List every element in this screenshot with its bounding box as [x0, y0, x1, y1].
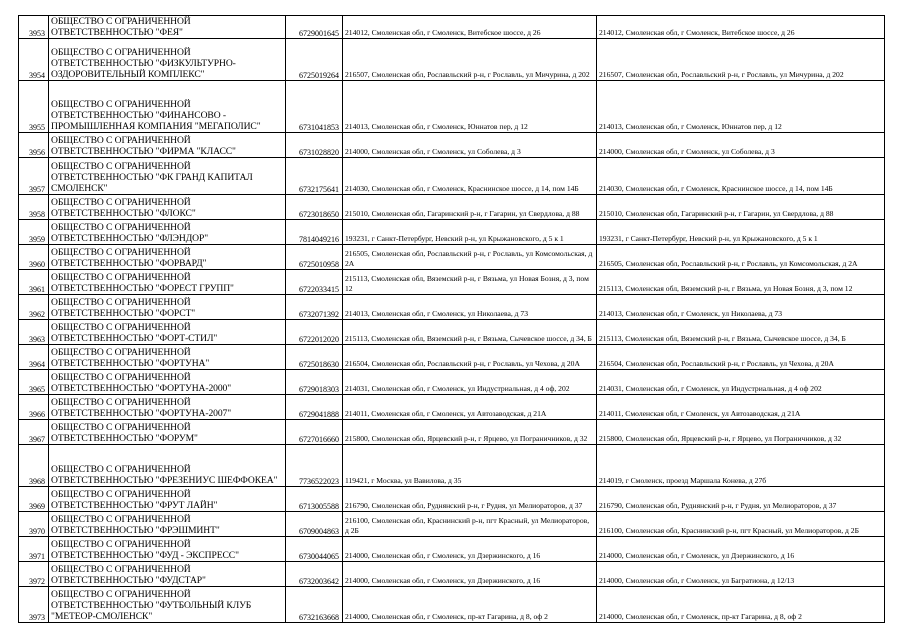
- row-number: 3973: [19, 587, 49, 623]
- legal-address: 214000, Смоленская обл, г Смоленск, ул Соболева, д 3: [343, 133, 597, 158]
- company-name: ОБЩЕСТВО С ОГРАНИЧЕННОЙ ОТВЕТСТВЕННОСТЬЮ "ФОРТУНА-2007": [49, 395, 286, 420]
- legal-address: 214031, Смоленская обл, г Смоленск, ул Индустриальная, д 4 оф, 202: [343, 370, 597, 395]
- actual-address: 214000, Смоленская обл, г Смоленск, пр-кт Гагарина, д 8, оф 2: [597, 587, 885, 623]
- registry-table: [18, 15, 885, 623]
- legal-address: 119421, г Москва, ул Вавилова, д 35: [343, 445, 597, 487]
- company-name: ОБЩЕСТВО С ОГРАНИЧЕННОЙ ОТВЕТСТВЕННОСТЬЮ "ФИЗКУЛЬТУРНО-ОЗДОРОВИТЕЛЬНЫЙ КОМПЛЕКС": [49, 39, 286, 81]
- legal-address: 214012, Смоленская обл, г Смоленск, Витебское шоссе, д 26: [343, 16, 597, 39]
- company-name: ОБЩЕСТВО С ОГРАНИЧЕННОЙ ОТВЕТСТВЕННОСТЬЮ "ФРУТ ЛАЙН": [49, 487, 286, 512]
- company-name: ОБЩЕСТВО С ОГРАНИЧЕННОЙ ОТВЕТСТВЕННОСТЬЮ "ФИНАНСОВО - ПРОМЫШЛЕННАЯ КОМПАНИЯ "МЕГАПОЛИС": [49, 81, 286, 133]
- company-inn: 6723018650: [286, 195, 343, 220]
- actual-address: 214000, Смоленская обл, г Смоленск, ул Дзержинского, д 16: [597, 537, 885, 562]
- actual-address: 215113, Смоленская обл, Вяземский р-н, г Вязьма, Сычевское шоссе, д 34, Б: [597, 320, 885, 345]
- company-name: ОБЩЕСТВО С ОГРАНИЧЕННОЙ ОТВЕТСТВЕННОСТЬЮ "ФЛОКС": [49, 195, 286, 220]
- row-number: 3963: [19, 320, 49, 345]
- row-number: 3960: [19, 245, 49, 270]
- company-name: ОБЩЕСТВО С ОГРАНИЧЕННОЙ ОТВЕТСТВЕННОСТЬЮ "ФЛЭНДОР": [49, 220, 286, 245]
- company-inn: 6725019264: [286, 39, 343, 81]
- company-inn: 6731041853: [286, 81, 343, 133]
- table-row: [19, 395, 885, 420]
- actual-address: 214030, Смоленская обл, г Смоленск, Краснинское шоссе, д 14, пом 14Б: [597, 158, 885, 195]
- table-row: [19, 320, 885, 345]
- actual-address: 215800, Смоленская обл, Ярцевский р-н, г Ярцево, ул Пограничников, д 32: [597, 420, 885, 445]
- row-number: 3958: [19, 195, 49, 220]
- actual-address: 214000, Смоленская обл, г Смоленск, ул Соболева, д 3: [597, 133, 885, 158]
- company-inn: 6732071392: [286, 295, 343, 320]
- legal-address: 214011, Смоленская обл, г Смоленск, ул Автозаводская, д 21А: [343, 395, 597, 420]
- row-number: 3957: [19, 158, 49, 195]
- company-inn: 7736522023: [286, 445, 343, 487]
- legal-address: 215010, Смоленская обл, Гагаринский р-н, г Гагарин, ул Свердлова, д 88: [343, 195, 597, 220]
- company-inn: 6729041888: [286, 395, 343, 420]
- legal-address: 215113, Смоленская обл, Вяземский р-н, г Вязьма, Сычевское шоссе, д 34, Б: [343, 320, 597, 345]
- actual-address: 215113, Смоленская обл, Вяземский р-н, г Вязьма, ул Новая Бозня, д 3, пом 12: [597, 270, 885, 295]
- company-name: ОБЩЕСТВО С ОГРАНИЧЕННОЙ ОТВЕТСТВЕННОСТЬЮ "ФУТБОЛЬНЫЙ КЛУБ "МЕТЕОР-СМОЛЕНСК": [49, 587, 286, 623]
- table-row: [19, 562, 885, 587]
- table-row: [19, 81, 885, 133]
- legal-address: 214013, Смоленская обл, г Смоленск, ул Николаева, д 73: [343, 295, 597, 320]
- company-name: ОБЩЕСТВО С ОГРАНИЧЕННОЙ ОТВЕТСТВЕННОСТЬЮ "ФОРВАРД": [49, 245, 286, 270]
- row-number: 3956: [19, 133, 49, 158]
- legal-address: 193231, г Санкт-Петербург, Невский р-н, ул Крыжановского, д 5 к 1: [343, 220, 597, 245]
- company-inn: 6722012020: [286, 320, 343, 345]
- table-row: [19, 158, 885, 195]
- table-row: [19, 270, 885, 295]
- company-name: ОБЩЕСТВО С ОГРАНИЧЕННОЙ ОТВЕТСТВЕННОСТЬЮ "ФК ГРАНД КАПИТАЛ СМОЛЕНСК": [49, 158, 286, 195]
- row-number: 3954: [19, 39, 49, 81]
- actual-address: 216505, Смоленская обл, Рославльский р-н, г Рославль, ул Комсомольская, д 2А: [597, 245, 885, 270]
- legal-address: 216505, Смоленская обл, Рославльский р-н, г Рославль, ул Комсомольская, д 2А: [343, 245, 597, 270]
- legal-address: 214000, Смоленская обл, г Смоленск, пр-кт Гагарина, д 8, оф 2: [343, 587, 597, 623]
- company-name: ОБЩЕСТВО С ОГРАНИЧЕННОЙ ОТВЕТСТВЕННОСТЬЮ "ФОРТ-СТИЛ": [49, 320, 286, 345]
- actual-address: 214000, Смоленская обл, г Смоленск, ул Багратиона, д 12/13: [597, 562, 885, 587]
- actual-address: 214019, г Смоленск, проезд Маршала Конева, д 27б: [597, 445, 885, 487]
- row-number: 3965: [19, 370, 49, 395]
- company-inn: 6732003642: [286, 562, 343, 587]
- company-name: ОБЩЕСТВО С ОГРАНИЧЕННОЙ ОТВЕТСТВЕННОСТЬЮ "ФОРТУНА": [49, 345, 286, 370]
- table-row: [19, 370, 885, 395]
- row-number: 3953: [19, 16, 49, 39]
- row-number: 3967: [19, 420, 49, 445]
- legal-address: 214000, Смоленская обл, г Смоленск, ул Дзержинского, д 16: [343, 562, 597, 587]
- company-inn: 6730044065: [286, 537, 343, 562]
- actual-address: 216504, Смоленская обл, Рославльский р-н, г Рославль, ул Чехова, д 20А: [597, 345, 885, 370]
- row-number: 3964: [19, 345, 49, 370]
- table-row: [19, 445, 885, 487]
- company-inn: 6732163668: [286, 587, 343, 623]
- table-row: [19, 295, 885, 320]
- table-row: [19, 512, 885, 537]
- actual-address: 216790, Смоленская обл, Руднянский р-н, г Рудня, ул Мелиораторов, д 37: [597, 487, 885, 512]
- company-inn: 6729018303: [286, 370, 343, 395]
- company-name: ОБЩЕСТВО С ОГРАНИЧЕННОЙ ОТВЕТСТВЕННОСТЬЮ "ФРЕЗЕНИУС ШЕФФОКЕА": [49, 445, 286, 487]
- company-inn: 6713005588: [286, 487, 343, 512]
- actual-address: 214013, Смоленская обл, г Смоленск, Юннатов пер, д 12: [597, 81, 885, 133]
- actual-address: 214012, Смоленская обл, г Смоленск, Витебское шоссе, д 26: [597, 16, 885, 39]
- actual-address: 216100, Смоленская обл, Краснинский р-н, пгт Красный, ул Мелиораторов, д 2Б: [597, 512, 885, 537]
- legal-address: 214000, Смоленская обл, г Смоленск, ул Дзержинского, д 16: [343, 537, 597, 562]
- company-name: ОБЩЕСТВО С ОГРАНИЧЕННОЙ ОТВЕТСТВЕННОСТЬЮ "ФЕЯ": [49, 16, 286, 39]
- table-row: [19, 16, 885, 39]
- row-number: 3970: [19, 512, 49, 537]
- company-inn: 6731028820: [286, 133, 343, 158]
- actual-address: 215010, Смоленская обл, Гагаринский р-н, г Гагарин, ул Свердлова, д 88: [597, 195, 885, 220]
- company-inn: 6725010958: [286, 245, 343, 270]
- company-name: ОБЩЕСТВО С ОГРАНИЧЕННОЙ ОТВЕТСТВЕННОСТЬЮ "ФУД - ЭКСПРЕСС": [49, 537, 286, 562]
- registry-rows: [19, 16, 885, 623]
- company-inn: 6722033415: [286, 270, 343, 295]
- legal-address: 214030, Смоленская обл, г Смоленск, Краснинское шоссе, д 14, пом 14Б: [343, 158, 597, 195]
- table-row: [19, 587, 885, 623]
- row-number: 3959: [19, 220, 49, 245]
- company-inn: 6729001645: [286, 16, 343, 39]
- table-row: [19, 487, 885, 512]
- table-row: [19, 537, 885, 562]
- table-row: [19, 245, 885, 270]
- legal-address: 216100, Смоленская обл, Краснинский р-н, пгт Красный, ул Мелиораторов, д 2Б: [343, 512, 597, 537]
- row-number: 3962: [19, 295, 49, 320]
- company-inn: 6709004863: [286, 512, 343, 537]
- company-inn: 6727016660: [286, 420, 343, 445]
- row-number: 3971: [19, 537, 49, 562]
- legal-address: 215113, Смоленская обл, Вяземский р-н, г Вязьма, ул Новая Бозня, д 3, пом 12: [343, 270, 597, 295]
- actual-address: 216507, Смоленская обл, Рославльский р-н, г Рославль, ул Мичурина, д 202: [597, 39, 885, 81]
- actual-address: 193231, г Санкт-Петербург, Невский р-н, ул Крыжановского, д 5 к 1: [597, 220, 885, 245]
- table-row: [19, 345, 885, 370]
- legal-address: 216507, Смоленская обл, Рославльский р-н, г Рославль, ул Мичурина, д 202: [343, 39, 597, 81]
- actual-address: 214031, Смоленская обл, г Смоленск, ул Индустриальная, д 4 оф 202: [597, 370, 885, 395]
- row-number: 3961: [19, 270, 49, 295]
- company-name: ОБЩЕСТВО С ОГРАНИЧЕННОЙ ОТВЕТСТВЕННОСТЬЮ "ФУДСТАР": [49, 562, 286, 587]
- table-row: [19, 195, 885, 220]
- actual-address: 214013, Смоленская обл, г Смоленск, ул Николаева, д 73: [597, 295, 885, 320]
- row-number: 3972: [19, 562, 49, 587]
- row-number: 3966: [19, 395, 49, 420]
- company-inn: 6732175641: [286, 158, 343, 195]
- row-number: 3955: [19, 81, 49, 133]
- actual-address: 214011, Смоленская обл, г Смоленск, ул Автозаводская, д 21А: [597, 395, 885, 420]
- company-name: ОБЩЕСТВО С ОГРАНИЧЕННОЙ ОТВЕТСТВЕННОСТЬЮ "ФОРТУНА-2000": [49, 370, 286, 395]
- legal-address: 215800, Смоленская обл, Ярцевский р-н, г Ярцево, ул Пограничников, д 32: [343, 420, 597, 445]
- company-name: ОБЩЕСТВО С ОГРАНИЧЕННОЙ ОТВЕТСТВЕННОСТЬЮ "ФОРУМ": [49, 420, 286, 445]
- company-name: ОБЩЕСТВО С ОГРАНИЧЕННОЙ ОТВЕТСТВЕННОСТЬЮ "ФИРМА "КЛАСС": [49, 133, 286, 158]
- company-inn: 6725018630: [286, 345, 343, 370]
- row-number: 3968: [19, 445, 49, 487]
- table-row: [19, 133, 885, 158]
- legal-address: 216504, Смоленская обл, Рославльский р-н, г Рославль, ул Чехова, д 20А: [343, 345, 597, 370]
- legal-address: 216790, Смоленская обл, Руднянский р-н, г Рудня, ул Мелиораторов, д 37: [343, 487, 597, 512]
- company-name: ОБЩЕСТВО С ОГРАНИЧЕННОЙ ОТВЕТСТВЕННОСТЬЮ "ФОРСТ": [49, 295, 286, 320]
- table-row: [19, 420, 885, 445]
- company-name: ОБЩЕСТВО С ОГРАНИЧЕННОЙ ОТВЕТСТВЕННОСТЬЮ "ФРЭШМИНТ": [49, 512, 286, 537]
- row-number: 3969: [19, 487, 49, 512]
- table-row: [19, 39, 885, 81]
- legal-address: 214013, Смоленская обл, г Смоленск, Юннатов пер, д 12: [343, 81, 597, 133]
- table-row: [19, 220, 885, 245]
- company-name: ОБЩЕСТВО С ОГРАНИЧЕННОЙ ОТВЕТСТВЕННОСТЬЮ "ФОРЕСТ ГРУПП": [49, 270, 286, 295]
- company-inn: 7814049216: [286, 220, 343, 245]
